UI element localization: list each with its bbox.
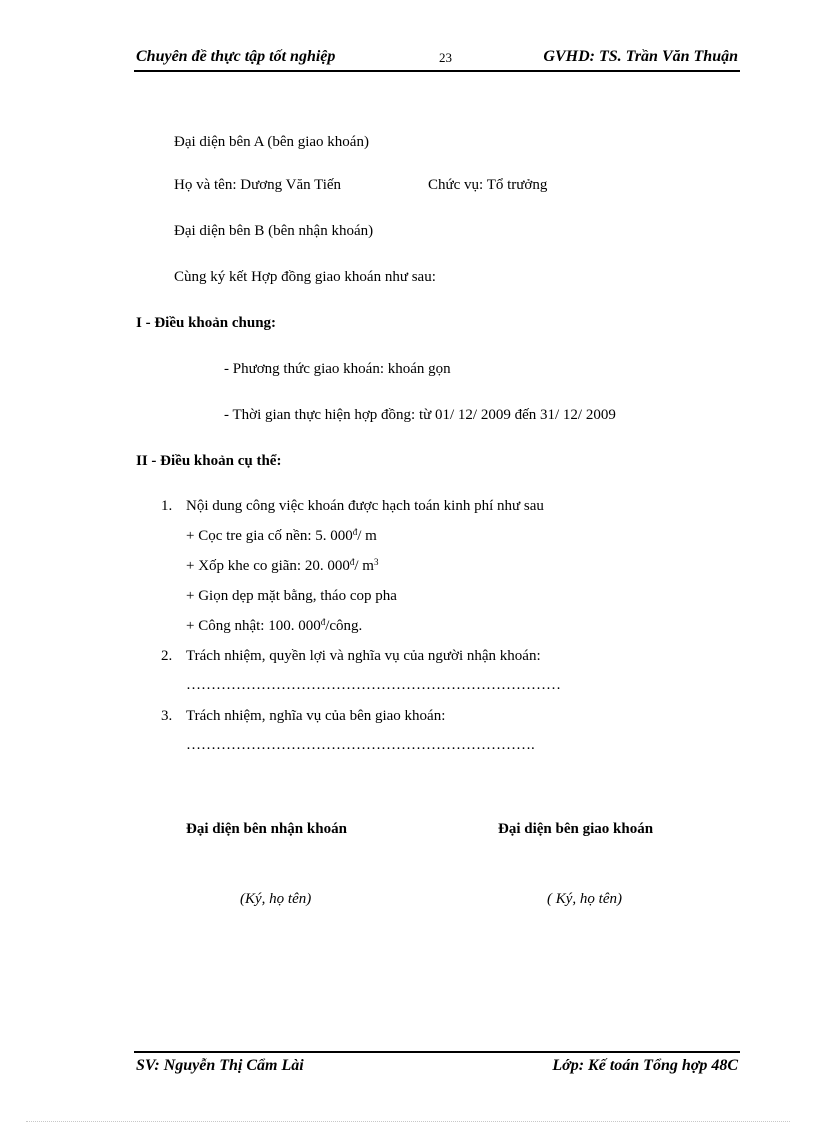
item-3-number: 3. [161, 708, 173, 724]
sub-item-2-text: + Xốp khe co giãn: 20. 000 [186, 558, 350, 574]
page-header [134, 46, 740, 72]
currency-mark: đ [320, 617, 326, 627]
party-a-line: Đại diện bên A (bên giao khoán) [174, 134, 369, 150]
item-2-text: Trách nhiệm, quyền lợi và nghĩa vụ của người nhận khoán: [186, 648, 541, 664]
header-title: Chuyên đề thực tập tốt nghiệp [136, 48, 336, 65]
footer-class: Lớp: Kế toán Tổng hợp 48C [552, 1057, 738, 1074]
agreement-line: Cùng ký kết Hợp đồng giao khoán như sau: [174, 269, 436, 285]
item-1-text: Nội dung công việc khoán được hạch toán kinh phí như sau [186, 498, 544, 514]
position-line: Chức vụ: Tổ trưởng [428, 177, 548, 193]
section-1-title: I - Điều khoản chung: [136, 315, 277, 331]
currency-mark: đ [349, 557, 355, 567]
footer-student: SV: Nguyễn Thị Cẩm Lài [136, 1057, 304, 1074]
signature-left-hint: (Ký, họ tên) [240, 891, 312, 907]
item-1-number: 1. [161, 498, 173, 514]
sub-item-1-unit: / m [357, 528, 377, 544]
item-2-dots: ………………………………………………………………… [186, 677, 561, 693]
sub-item-4 [186, 618, 362, 635]
section-2-title: II - Điều khoản cụ thể: [136, 453, 282, 469]
signature-right-title: Đại diện bên giao khoán [498, 821, 654, 837]
currency-mark: đ [352, 527, 358, 537]
sub-item-1 [186, 528, 377, 545]
sub-item-4-text: + Công nhật: 100. 000 [186, 618, 321, 634]
page-footer [134, 1051, 740, 1077]
item-3-dots: ……………………………………………………………. [186, 737, 535, 753]
signature-left-title: Đại diện bên nhận khoán [186, 821, 347, 837]
party-b-line: Đại diện bên B (bên nhận khoán) [174, 223, 374, 239]
name-line: Họ và tên: Dương Văn Tiến [174, 177, 342, 193]
duration-line: - Thời gian thực hiện hợp đồng: từ 01/ 12/ 2009 đến 31/ 12/ 2009 [224, 407, 616, 423]
sub-item-2 [186, 558, 378, 575]
page-bottom-divider [26, 1121, 790, 1122]
header-advisor: GVHD: TS. Trần Văn Thuận [543, 48, 738, 65]
sub-item-2-unit: / m [354, 558, 374, 574]
sub-item-3: + Giọn dẹp mặt bằng, tháo cop pha [186, 588, 397, 604]
method-line: - Phương thức giao khoán: khoán gọn [224, 361, 451, 377]
page-number: 23 [439, 50, 452, 65]
unit-exponent: 3 [373, 557, 379, 567]
sub-item-4-unit: /công. [325, 618, 363, 634]
item-3-text: Trách nhiệm, nghĩa vụ của bên giao khoán: [186, 708, 446, 724]
sub-item-1-text: + Cọc tre gia cố nền: 5. 000 [186, 528, 353, 544]
item-2-number: 2. [161, 648, 173, 664]
signature-right-hint: ( Ký, họ tên) [547, 891, 622, 907]
